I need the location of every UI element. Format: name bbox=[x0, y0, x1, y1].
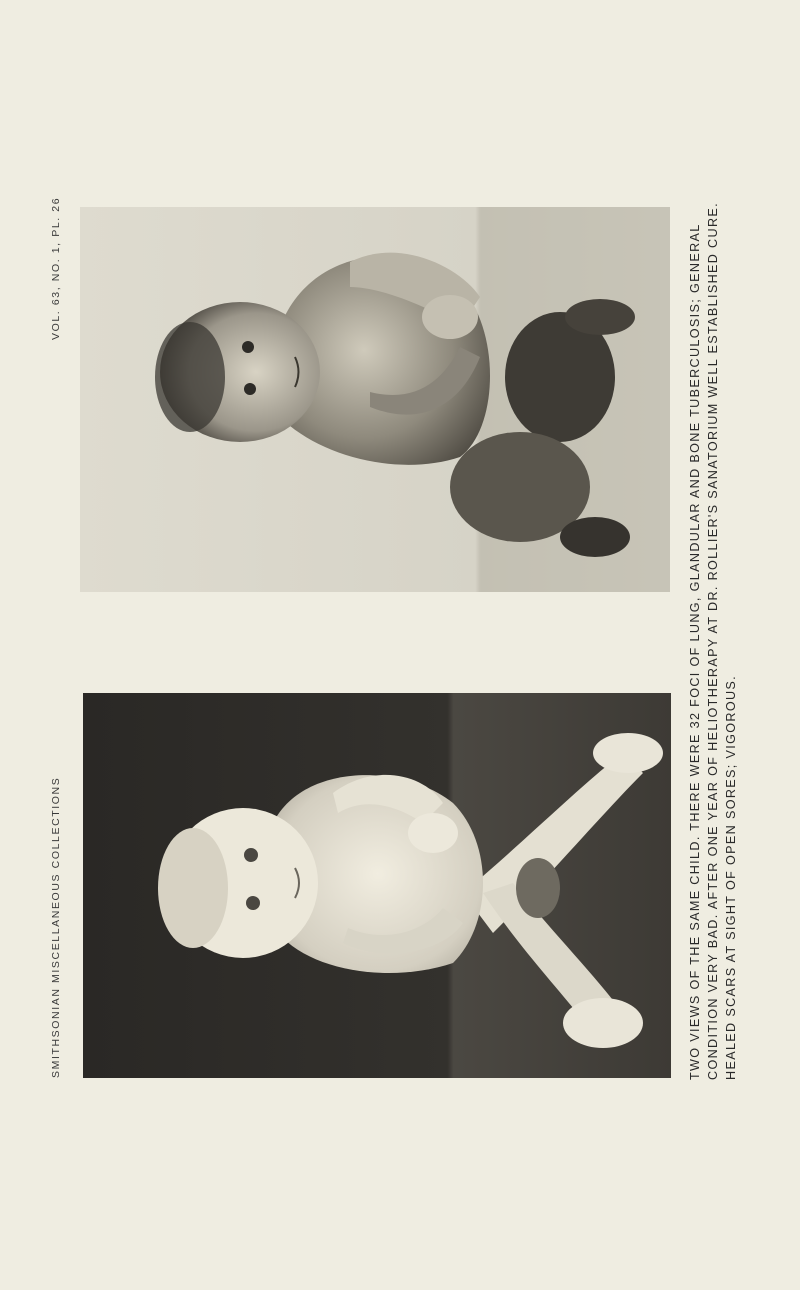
volume-header: VOL. 63, NO. 1, PL. 26 bbox=[50, 196, 62, 340]
photo-before-treatment bbox=[83, 693, 671, 1078]
caption-line-1: TWO VIEWS OF THE SAME CHILD. THERE WERE 32 FOCI OF LUNG, GLANDULAR AND BONE TUBERCULOSIS; GENERAL bbox=[688, 223, 702, 1080]
caption-line-2: CONDITION VERY BAD. AFTER ONE YEAR OF HELIOTHERAPY AT DR. ROLLIER'S SANATORIUM WELL ESTABLISHED CURE. bbox=[706, 202, 720, 1080]
photo-after-treatment bbox=[80, 207, 670, 592]
caption-line-3: HEALED SCARS AT SIGHT OF OPEN SORES; VIGOROUS. bbox=[724, 674, 738, 1080]
series-header: SMITHSONIAN MISCELLANEOUS COLLECTIONS bbox=[50, 776, 62, 1078]
